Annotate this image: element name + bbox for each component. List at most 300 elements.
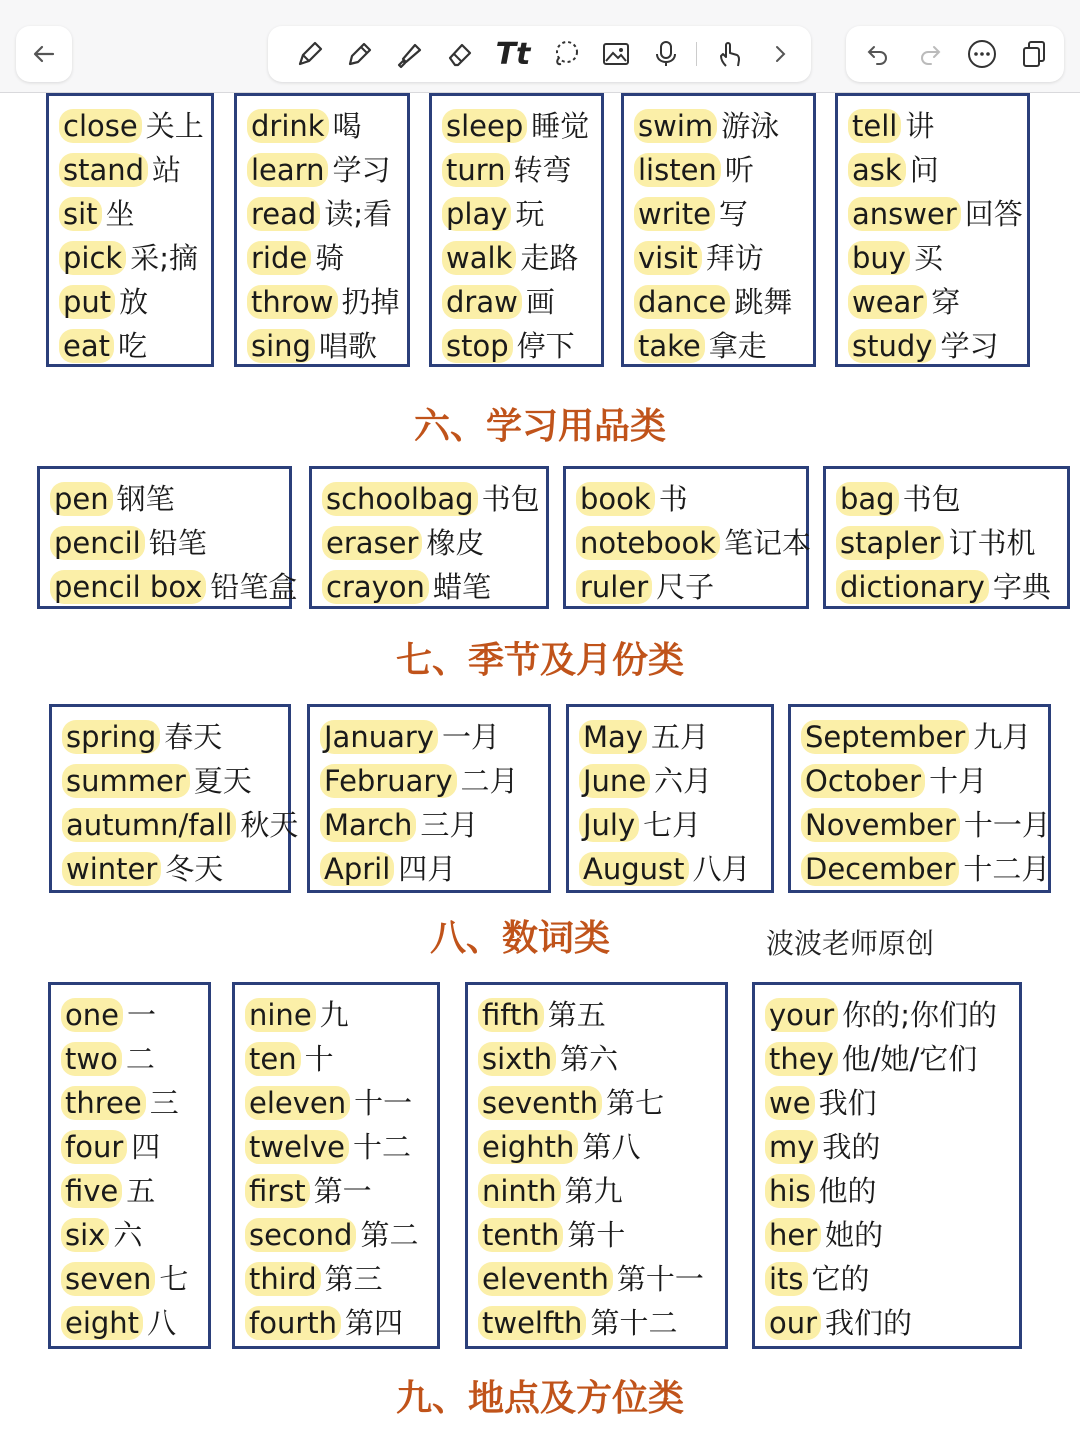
english-word: October xyxy=(801,764,925,798)
word-entry xyxy=(468,1257,725,1301)
chinese-meaning: 穿 xyxy=(931,285,961,319)
chinese-meaning: 回答 xyxy=(964,197,1023,231)
chinese-meaning: 拿走 xyxy=(708,329,767,363)
english-word: learn xyxy=(247,153,328,187)
chinese-meaning: 跳舞 xyxy=(734,285,793,319)
chinese-meaning: 站 xyxy=(152,153,182,187)
word-entry xyxy=(838,236,1027,280)
english-word: study xyxy=(848,329,936,363)
word-entry xyxy=(237,148,407,192)
word-entry xyxy=(51,993,208,1037)
english-word: eighth xyxy=(478,1130,578,1164)
chinese-meaning: 铅笔盒 xyxy=(210,570,298,604)
english-word: book xyxy=(576,482,655,516)
english-word: throw xyxy=(247,285,338,319)
chinese-meaning: 春天 xyxy=(164,720,223,754)
pencil-icon[interactable] xyxy=(338,26,382,82)
word-entry xyxy=(51,1213,208,1257)
chinese-meaning: 六 xyxy=(113,1218,143,1252)
english-word: June xyxy=(579,764,650,798)
english-word: sleep xyxy=(442,109,527,143)
chinese-meaning: 夏天 xyxy=(193,764,252,798)
word-entry xyxy=(51,1125,208,1169)
chinese-meaning: 骑 xyxy=(315,241,345,275)
english-word: schoolbag xyxy=(322,482,478,516)
stationery-word-box xyxy=(309,466,549,609)
english-word: January xyxy=(320,720,438,754)
english-word: twelfth xyxy=(478,1306,586,1340)
english-word: pick xyxy=(59,241,126,275)
verbs-word-box xyxy=(621,93,816,367)
numbers-word-box xyxy=(232,982,440,1349)
word-entry xyxy=(49,148,211,192)
eraser-icon[interactable] xyxy=(438,26,482,82)
chinese-meaning: 十一 xyxy=(354,1086,413,1120)
chinese-meaning: 钢笔 xyxy=(116,482,175,516)
word-entry xyxy=(755,1213,1019,1257)
word-entry xyxy=(566,565,806,609)
english-word: crayon xyxy=(322,570,429,604)
undo-icon[interactable] xyxy=(856,26,900,82)
chinese-meaning: 二月 xyxy=(460,764,519,798)
word-entry xyxy=(432,192,601,236)
chinese-meaning: 橡皮 xyxy=(426,526,485,560)
pages-icon[interactable] xyxy=(1012,26,1056,82)
stationery-word-box xyxy=(823,466,1070,609)
english-word: tell xyxy=(848,109,901,143)
english-word: take xyxy=(634,329,705,363)
english-word: play xyxy=(442,197,511,231)
english-word: fifth xyxy=(478,998,544,1032)
history-controls xyxy=(846,26,1064,82)
chinese-meaning: 她的 xyxy=(825,1218,884,1252)
chinese-meaning: 学习 xyxy=(332,153,391,187)
word-entry xyxy=(838,148,1027,192)
english-word: September xyxy=(801,720,969,754)
chinese-meaning: 第四 xyxy=(345,1306,404,1340)
seasons-word-box xyxy=(49,704,299,893)
word-entry xyxy=(468,993,725,1037)
english-word: our xyxy=(765,1306,821,1340)
chinese-meaning: 讲 xyxy=(905,109,935,143)
chinese-meaning: 五月 xyxy=(650,720,709,754)
chinese-meaning: 五 xyxy=(126,1174,156,1208)
english-word: pencil box xyxy=(50,570,206,604)
english-word: put xyxy=(59,285,115,319)
chinese-meaning: 十月 xyxy=(929,764,988,798)
english-word: sixth xyxy=(478,1042,556,1076)
english-word: third xyxy=(245,1262,321,1296)
english-word: your xyxy=(765,998,838,1032)
word-entry xyxy=(237,192,407,236)
chinese-meaning: 放 xyxy=(119,285,149,319)
verbs-word-box xyxy=(429,93,604,367)
chinese-meaning: 字典 xyxy=(992,570,1051,604)
chinese-meaning: 唱歌 xyxy=(318,329,377,363)
chinese-meaning: 你的;你们的 xyxy=(842,998,997,1032)
english-word: tenth xyxy=(478,1218,563,1252)
microphone-icon[interactable] xyxy=(644,26,688,82)
english-word: close xyxy=(59,109,142,143)
chinese-meaning: 十二 xyxy=(353,1130,412,1164)
word-entry xyxy=(237,324,407,368)
verbs-word-box xyxy=(234,93,410,367)
english-word: summer xyxy=(62,764,190,798)
word-entry xyxy=(52,803,299,847)
english-word: my xyxy=(765,1130,818,1164)
stationery-word-box xyxy=(37,466,298,609)
english-word: April xyxy=(320,852,394,886)
chinese-meaning: 六月 xyxy=(654,764,713,798)
english-word: eleventh xyxy=(478,1262,613,1296)
chinese-meaning: 我们的 xyxy=(825,1306,913,1340)
word-entry xyxy=(235,1125,437,1169)
chinese-meaning: 冬天 xyxy=(165,852,224,886)
author-note: 波波老师原创 xyxy=(766,927,935,960)
word-entry xyxy=(51,1169,208,1213)
chinese-meaning: 第一 xyxy=(313,1174,372,1208)
english-word: sit xyxy=(59,197,102,231)
top-toolbar xyxy=(0,0,1080,93)
marker-icon[interactable] xyxy=(388,26,432,82)
chinese-meaning: 画 xyxy=(525,285,555,319)
word-entry xyxy=(312,477,546,521)
chinese-meaning: 喝 xyxy=(332,109,362,143)
word-entry xyxy=(755,1301,1019,1345)
more-icon[interactable] xyxy=(960,26,1004,82)
english-word: walk xyxy=(442,241,516,275)
word-entry xyxy=(310,803,548,847)
english-word: three xyxy=(61,1086,146,1120)
word-entry xyxy=(52,759,288,803)
english-word: ten xyxy=(245,1042,301,1076)
word-entry xyxy=(755,1037,1019,1081)
english-word: answer xyxy=(848,197,961,231)
english-word: seventh xyxy=(478,1086,602,1120)
chinese-meaning: 走路 xyxy=(520,241,579,275)
english-word: pen xyxy=(50,482,113,516)
chinese-meaning: 游泳 xyxy=(721,109,780,143)
word-entry xyxy=(468,1037,725,1081)
chinese-meaning: 八 xyxy=(147,1306,177,1340)
english-word: nine xyxy=(245,998,316,1032)
english-word: spring xyxy=(62,720,160,754)
english-word: autumn/fall xyxy=(62,808,236,842)
word-entry xyxy=(52,847,288,891)
arrow-left-icon xyxy=(16,26,72,82)
pen-icon[interactable] xyxy=(288,26,332,82)
english-word: listen xyxy=(634,153,721,187)
word-entry xyxy=(40,521,289,565)
word-entry xyxy=(237,236,407,280)
english-word: write xyxy=(634,197,715,231)
english-word: February xyxy=(320,764,457,798)
word-entry xyxy=(838,104,1027,148)
english-word: five xyxy=(61,1174,122,1208)
chinese-meaning: 九 xyxy=(319,998,349,1032)
word-entry xyxy=(791,847,1051,891)
english-word: dictionary xyxy=(836,570,989,604)
chinese-meaning: 第十一 xyxy=(616,1262,704,1296)
toolbar-divider xyxy=(696,42,697,66)
english-word: stand xyxy=(59,153,148,187)
chinese-meaning: 写 xyxy=(718,197,748,231)
chinese-meaning: 听 xyxy=(724,153,754,187)
word-entry xyxy=(237,104,407,148)
chinese-meaning: 他/她/它们 xyxy=(841,1042,978,1076)
chinese-meaning: 他的 xyxy=(818,1174,877,1208)
chinese-meaning: 第十 xyxy=(567,1218,626,1252)
english-word: seven xyxy=(61,1262,155,1296)
chinese-meaning: 订书机 xyxy=(948,526,1036,560)
chinese-meaning: 拜访 xyxy=(705,241,764,275)
chinese-meaning: 玩 xyxy=(515,197,545,231)
english-word: four xyxy=(61,1130,127,1164)
verbs-word-box xyxy=(46,93,214,367)
english-word: visit xyxy=(634,241,702,275)
chinese-meaning: 九月 xyxy=(973,720,1032,754)
back-button[interactable] xyxy=(16,26,72,82)
chinese-meaning: 第九 xyxy=(564,1174,623,1208)
chinese-meaning: 蜡笔 xyxy=(432,570,491,604)
english-word: notebook xyxy=(576,526,720,560)
chinese-meaning: 第八 xyxy=(582,1130,641,1164)
chinese-meaning: 第十二 xyxy=(590,1306,678,1340)
word-entry xyxy=(432,104,601,148)
chinese-meaning: 我的 xyxy=(822,1130,881,1164)
english-word: two xyxy=(61,1042,122,1076)
english-word: eleven xyxy=(245,1086,350,1120)
chinese-meaning: 十 xyxy=(304,1042,334,1076)
chinese-meaning: 第二 xyxy=(360,1218,419,1252)
english-word: one xyxy=(61,998,123,1032)
chinese-meaning: 第六 xyxy=(560,1042,619,1076)
word-entry xyxy=(826,521,1067,565)
english-word: we xyxy=(765,1086,815,1120)
word-entry xyxy=(432,236,601,280)
english-word: six xyxy=(61,1218,109,1252)
chinese-meaning: 三月 xyxy=(420,808,479,842)
redo-icon[interactable] xyxy=(908,26,952,82)
english-word: her xyxy=(765,1218,821,1252)
word-entry xyxy=(624,236,813,280)
chinese-meaning: 问 xyxy=(909,153,939,187)
english-word: draw xyxy=(442,285,522,319)
image-icon[interactable] xyxy=(594,26,638,82)
chinese-meaning: 铅笔 xyxy=(148,526,207,560)
word-entry xyxy=(791,715,1048,759)
word-entry xyxy=(51,1037,208,1081)
chinese-meaning: 读;看 xyxy=(324,197,393,231)
english-word: stop xyxy=(442,329,513,363)
lasso-icon[interactable] xyxy=(544,26,588,82)
word-entry xyxy=(310,715,548,759)
chinese-meaning: 第三 xyxy=(324,1262,383,1296)
word-entry xyxy=(310,847,548,891)
chinese-meaning: 书包 xyxy=(902,482,961,516)
english-word: ask xyxy=(848,153,906,187)
word-entry xyxy=(566,477,806,521)
english-word: ride xyxy=(247,241,311,275)
text-tool-icon[interactable]: Tt xyxy=(495,36,531,72)
chinese-meaning: 它的 xyxy=(811,1262,870,1296)
english-word: twelve xyxy=(245,1130,349,1164)
heading-places: 九、地点及方位类 xyxy=(395,1378,684,1419)
chinese-meaning: 七 xyxy=(159,1262,189,1296)
english-word: bag xyxy=(836,482,899,516)
word-entry xyxy=(235,1037,437,1081)
chinese-meaning: 停下 xyxy=(516,329,575,363)
seasons-word-box xyxy=(788,704,1051,893)
english-word: ruler xyxy=(576,570,652,604)
chinese-meaning: 三 xyxy=(149,1086,179,1120)
word-entry xyxy=(235,1301,437,1345)
word-entry xyxy=(432,148,601,192)
english-word: March xyxy=(320,808,416,842)
seasons-word-box xyxy=(307,704,551,893)
word-entry xyxy=(40,477,289,521)
english-word: turn xyxy=(442,153,510,187)
english-word: December xyxy=(801,852,959,886)
word-entry xyxy=(468,1213,725,1257)
word-entry xyxy=(755,1125,1019,1169)
chinese-meaning: 买 xyxy=(913,241,943,275)
seasons-word-box xyxy=(566,704,774,893)
chinese-meaning: 二 xyxy=(125,1042,155,1076)
chinese-meaning: 扔掉 xyxy=(341,285,400,319)
word-entry xyxy=(49,104,211,148)
english-word: eraser xyxy=(322,526,422,560)
word-entry xyxy=(51,1081,208,1125)
word-entry xyxy=(310,759,548,803)
heading-stationery: 六、学习用品类 xyxy=(413,406,666,447)
word-entry xyxy=(312,565,546,609)
tool-palette xyxy=(268,26,811,82)
chinese-meaning: 采;摘 xyxy=(130,241,198,275)
word-entry xyxy=(826,477,1067,521)
stationery-word-box xyxy=(563,466,812,609)
word-entry xyxy=(235,993,437,1037)
chinese-meaning: 四月 xyxy=(398,852,457,886)
word-entry xyxy=(49,236,211,280)
word-entry xyxy=(791,759,1048,803)
english-word: winter xyxy=(62,852,161,886)
word-entry xyxy=(237,280,407,324)
english-word: sing xyxy=(247,329,315,363)
word-entry xyxy=(49,324,211,368)
chinese-meaning: 尺子 xyxy=(656,570,715,604)
english-word: buy xyxy=(848,241,910,275)
word-entry xyxy=(235,1213,437,1257)
english-word: July xyxy=(579,808,639,842)
english-word: read xyxy=(247,197,320,231)
english-word: August xyxy=(579,852,689,886)
touch-icon[interactable] xyxy=(708,26,752,82)
word-entry xyxy=(49,192,211,236)
word-entry xyxy=(838,192,1027,236)
english-word: wear xyxy=(848,285,927,319)
word-entry xyxy=(624,104,813,148)
word-entry xyxy=(569,847,771,891)
word-entry xyxy=(52,715,288,759)
english-word: drink xyxy=(247,109,329,143)
verbs-word-box xyxy=(835,93,1030,367)
chinese-meaning: 转弯 xyxy=(513,153,572,187)
word-entry xyxy=(569,803,771,847)
chinese-meaning: 吃 xyxy=(117,329,147,363)
english-word: first xyxy=(245,1174,310,1208)
english-word: ninth xyxy=(478,1174,561,1208)
numbers-word-box xyxy=(752,982,1022,1349)
word-entry xyxy=(755,993,1019,1037)
heading-seasons: 七、季节及月份类 xyxy=(395,640,684,681)
word-entry xyxy=(51,1257,208,1301)
word-entry xyxy=(624,192,813,236)
word-entry xyxy=(569,715,771,759)
word-entry xyxy=(40,565,298,609)
word-entry xyxy=(312,521,546,565)
english-word: second xyxy=(245,1218,356,1252)
word-entry xyxy=(566,521,812,565)
word-entry xyxy=(468,1169,725,1213)
chinese-meaning: 八月 xyxy=(692,852,751,886)
english-word: his xyxy=(765,1174,815,1208)
english-word: eight xyxy=(61,1306,143,1340)
chevron-right-icon[interactable] xyxy=(760,26,800,82)
heading-numbers: 八、数词类 xyxy=(429,918,610,959)
word-entry xyxy=(235,1257,437,1301)
chinese-meaning: 睡觉 xyxy=(531,109,590,143)
english-word: May xyxy=(579,720,647,754)
english-word: stapler xyxy=(836,526,944,560)
numbers-word-box xyxy=(48,982,211,1349)
english-word: November xyxy=(801,808,960,842)
english-word: they xyxy=(765,1042,838,1076)
word-entry xyxy=(755,1169,1019,1213)
chinese-meaning: 秋天 xyxy=(240,808,299,842)
chinese-meaning: 一 xyxy=(126,998,156,1032)
chinese-meaning: 七月 xyxy=(643,808,702,842)
word-entry xyxy=(432,324,601,368)
english-word: its xyxy=(765,1262,808,1296)
word-entry xyxy=(624,280,813,324)
chinese-meaning: 第五 xyxy=(547,998,606,1032)
numbers-word-box xyxy=(465,982,728,1349)
chinese-meaning: 书 xyxy=(658,482,688,516)
english-word: swim xyxy=(634,109,717,143)
word-entry xyxy=(468,1301,725,1345)
english-word: fourth xyxy=(245,1306,341,1340)
chinese-meaning: 第七 xyxy=(606,1086,665,1120)
word-entry xyxy=(569,759,771,803)
english-word: dance xyxy=(634,285,730,319)
word-entry xyxy=(755,1257,1019,1301)
word-entry xyxy=(838,280,1027,324)
chinese-meaning: 一月 xyxy=(441,720,500,754)
word-entry xyxy=(468,1125,725,1169)
word-entry xyxy=(624,324,813,368)
word-entry xyxy=(432,280,601,324)
chinese-meaning: 关上 xyxy=(145,109,204,143)
word-entry xyxy=(826,565,1067,609)
chinese-meaning: 十二月 xyxy=(963,852,1051,886)
chinese-meaning: 我们 xyxy=(818,1086,877,1120)
chinese-meaning: 书包 xyxy=(481,482,540,516)
word-entry xyxy=(468,1081,725,1125)
chinese-meaning: 坐 xyxy=(105,197,135,231)
word-entry xyxy=(624,148,813,192)
chinese-meaning: 笔记本 xyxy=(724,526,812,560)
